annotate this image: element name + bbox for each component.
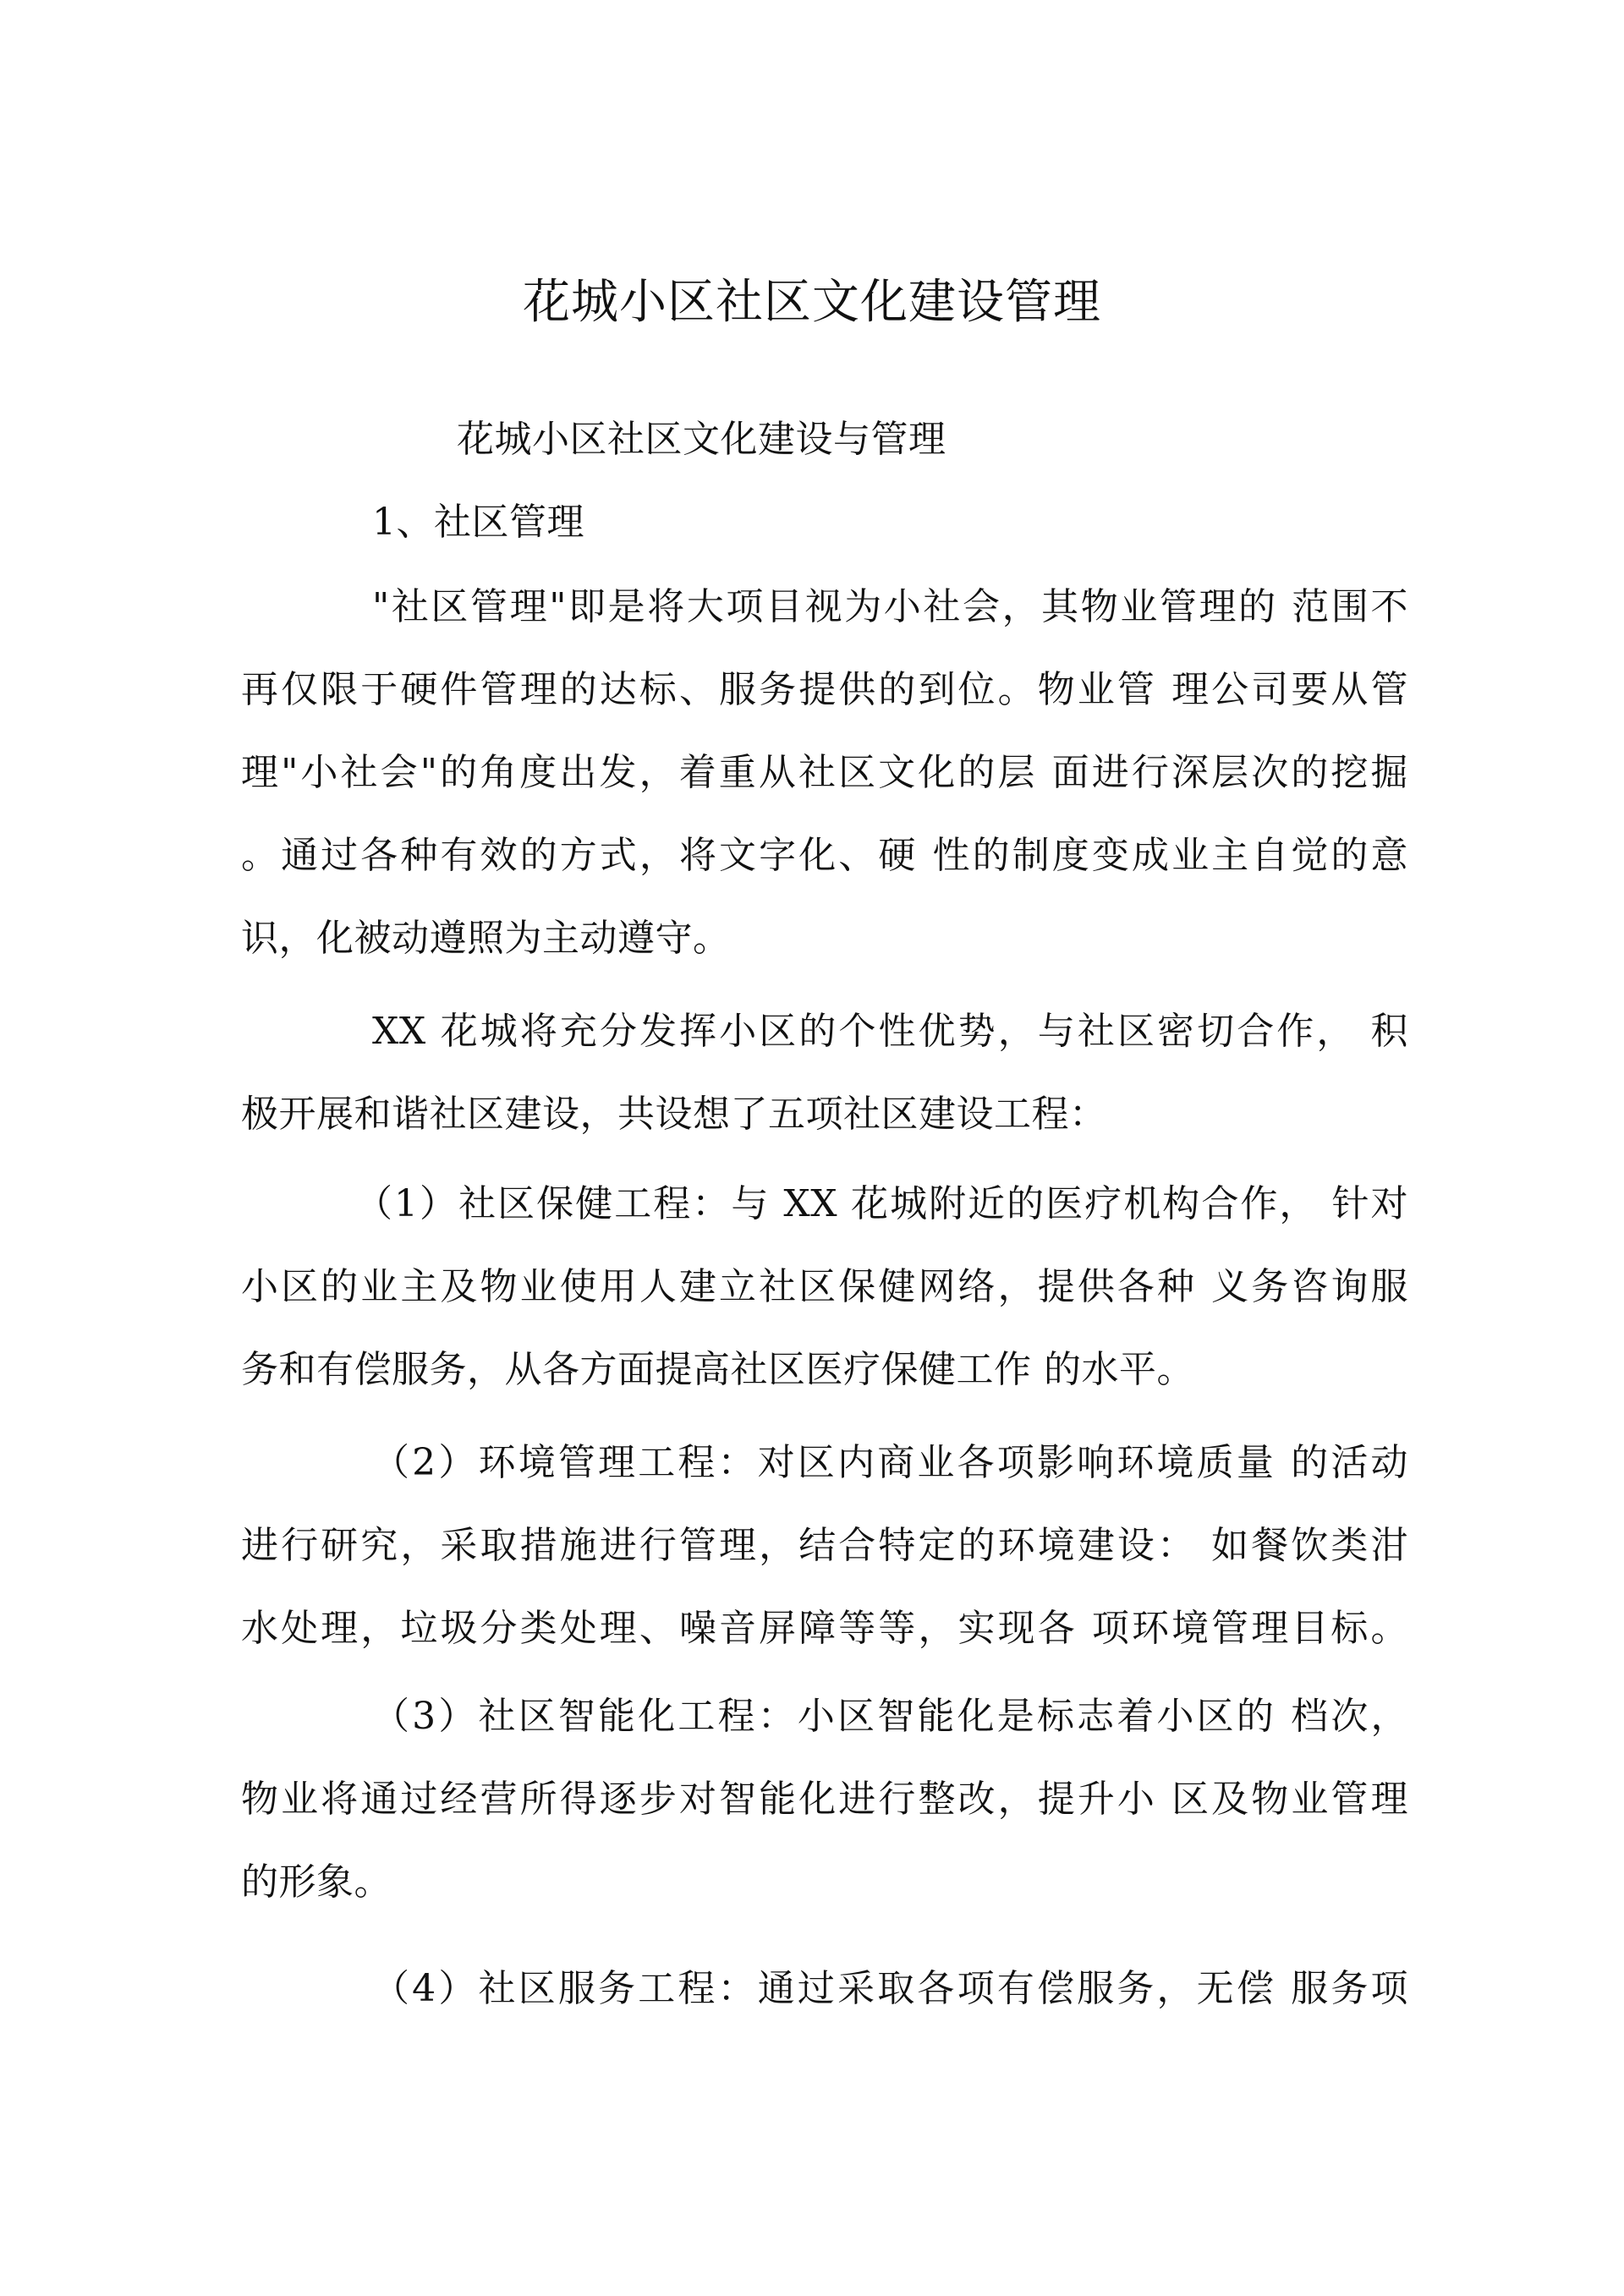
- document-subtitle: 花城小区社区文化建设与管理: [457, 418, 946, 461]
- paragraph-line: 。通过各种有效的方式，将文字化、硬 性的制度变成业主自觉的意: [241, 834, 1408, 877]
- paragraph-line: 的形象。: [241, 1860, 392, 1904]
- paragraph-line: （1）社区保健工程：与 XX 花城附近的医疗机构合作， 针对: [355, 1182, 1408, 1225]
- paragraph-line: 再仅限于硬件管理的达标、服务提供的到位。物业管 理公司要从管: [241, 668, 1408, 711]
- paragraph-line: "社区管理"即是将大项目视为小社会，其物业管理的 范围不: [372, 585, 1408, 628]
- paragraph-line: 小区的业主及物业使用人建立社区保健网络，提供各种 义务咨询服: [241, 1265, 1408, 1308]
- paragraph-line: 进行研究，采取措施进行管理，结合特定的环境建设： 如餐饮类泔: [241, 1524, 1408, 1567]
- paragraph-line: （3）社区智能化工程：小区智能化是标志着小区的 档次，: [372, 1695, 1408, 1738]
- paragraph-line: 水处理，垃圾分类处理、噪音屏障等等，实现各 项环境管理目标。: [241, 1607, 1408, 1650]
- document-title: 花城小区社区文化建设管理: [523, 275, 1101, 330]
- paragraph-line: 物业将通过经营所得逐步对智能化进行整改，提升小 区及物业管理: [241, 1778, 1408, 1821]
- paragraph-line: 理"小社会"的角度出发，着重从社区文化的层 面进行深层次的挖掘: [241, 751, 1408, 794]
- paragraph-line: 极开展和谐社区建设，共设想了五项社区建设工程：: [241, 1093, 1107, 1136]
- paragraph-line: （4）社区服务工程：通过采取各项有偿服务，无偿 服务项: [372, 1967, 1408, 2010]
- paragraph-line: 务和有偿服务，从各方面提高社区医疗保健工作 的水平。: [241, 1348, 1194, 1391]
- paragraph-line: 识，化被动遵照为主动遵守。: [241, 917, 731, 960]
- paragraph-line: （2）环境管理工程：对区内商业各项影响环境质量 的活动: [372, 1441, 1408, 1484]
- section-heading: 1、社区管理: [372, 501, 584, 544]
- paragraph-line: XX 花城将充分发挥小区的个性优势，与社区密切合作， 积: [372, 1010, 1408, 1053]
